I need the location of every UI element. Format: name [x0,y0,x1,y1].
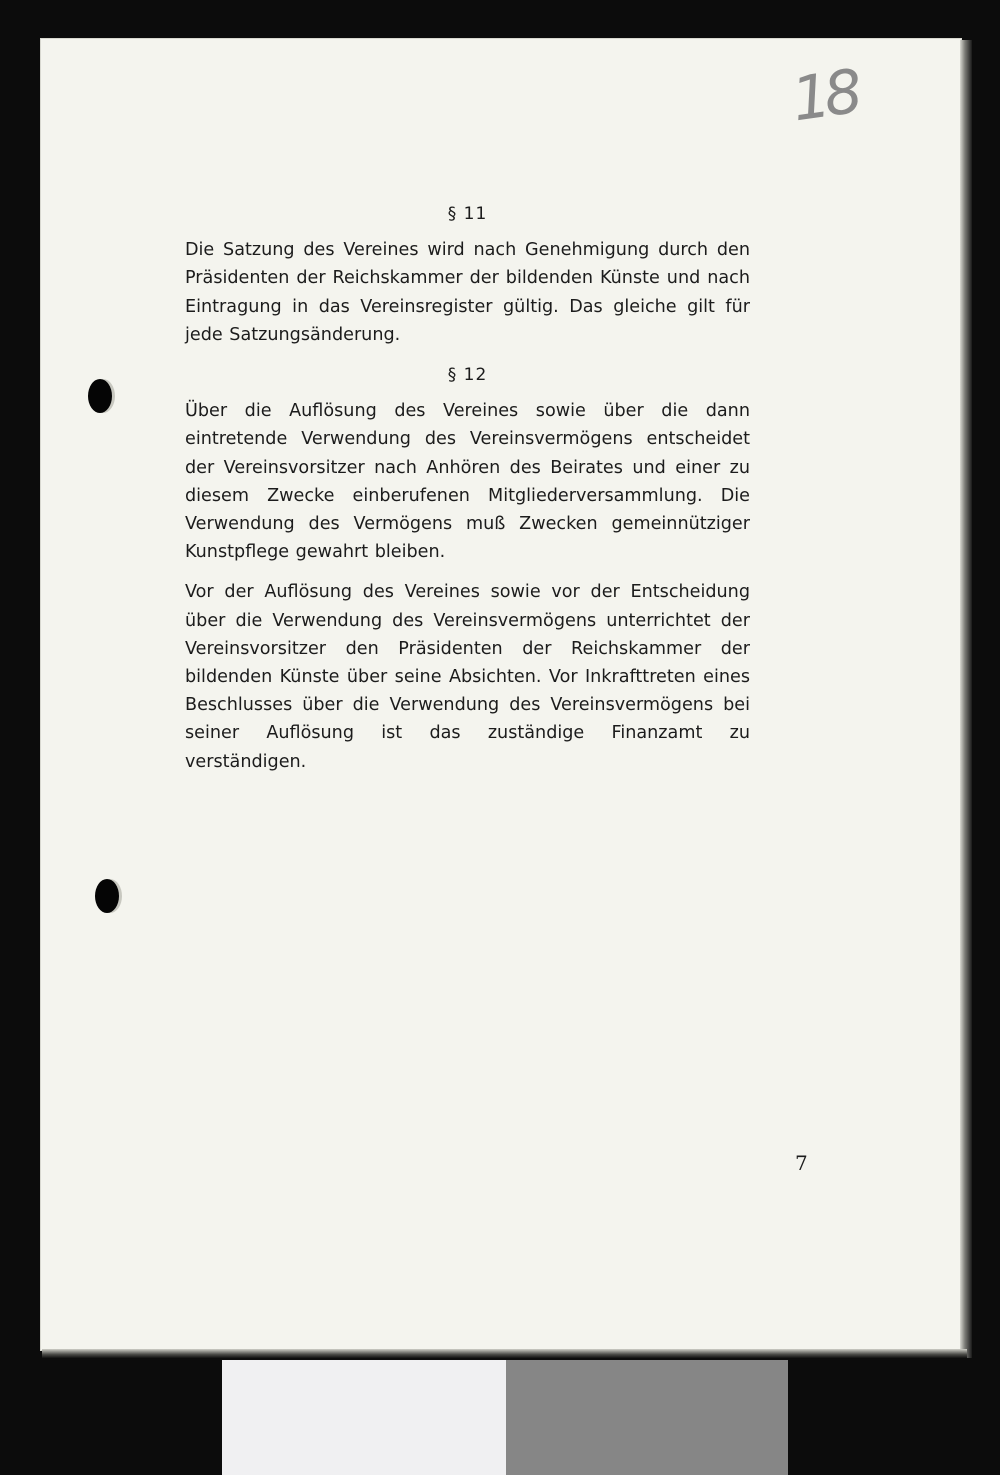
section-11-paragraph: Die Satzung des Vereines wird nach Genehmigung durch den Präsidenten der Reichskammer der bildenden Künste und nach Eintragung in das Vereinsregister gültig. Das gleiche gilt für jede Satzungsänderung. [185,240,750,345]
calibration-swatch-white [222,1360,506,1475]
calibration-swatch-gray [506,1360,788,1475]
section-heading-12: § 12 [447,365,488,386]
punch-hole-bottom [95,879,119,913]
page-bottom-edge [42,1349,967,1358]
section-12-paragraph-2: Vor der Auflösung des Vereines sowie vor der Entscheidung über die Verwendung des Vereinsvermögens unterrichtet der Vereinsvorsitzer den Präsidenten der Reichskammer der bildenden Künste über seine Absichten. Vor Inkrafttreten eines Beschlusses über die Verwendung des Vereinsvermögens bei seiner Auflösung ist das zuständige Finanzamt zu verständigen. [185,582,750,772]
section-12-paragraph-1: Über die Auflösung des Vereines sowie über die dann eintretende Verwendung des Vereinsvermögens entscheidet der Vereinsvorsitzer nach Anhören des Beirates und einer zu diesem Zwecke einberufenen Mitgliederversammlung. Die Verwendung des Vermögens muß Zwecken gemeinnütziger Kunstpflege gewahrt bleiben. [185,401,750,563]
handwritten-folio-number: 18 [787,57,862,136]
page-right-edge [960,40,972,1358]
page-number: 7 [795,1151,808,1175]
section-heading-11: § 11 [447,204,488,224]
punch-hole-top [88,379,112,413]
document-body [185,200,750,788]
